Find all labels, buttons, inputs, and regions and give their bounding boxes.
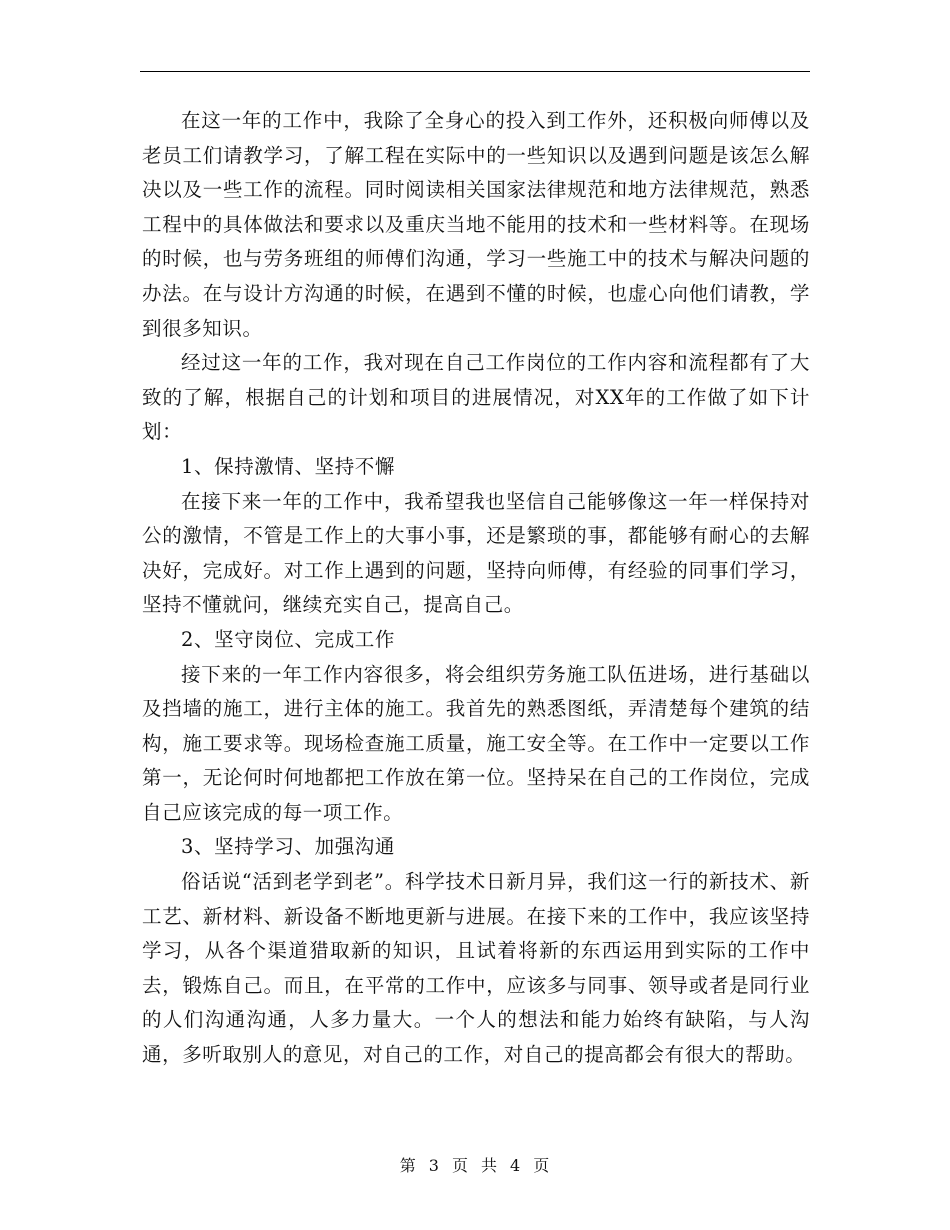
paragraph-plan-intro: 经过这一年的工作，我对现在自己工作岗位的工作内容和流程都有了大致的了解，根据自己的计划和项目的进展情况，对XX年的工作做了如下计划：: [142, 351, 810, 444]
page-footer: [0, 1153, 950, 1176]
current-page-number: 3: [428, 1156, 440, 1175]
heading-learning-communication: 3、坚持学习、加强沟通: [181, 835, 396, 859]
body-text: [142, 104, 810, 1073]
total-pages-number: 4: [510, 1156, 522, 1175]
paragraph-post: 接下来的一年工作内容很多，将会组织劳务施工队伍进场，进行基础以及挡墙的施工，进行主体的施工。我首先的熟悉图纸，弄清楚每个建筑的结构，施工要求等。现场检查施工质量，施工安全等。在工作中一定要以工作第一，无论何时何地都把工作放在第一位。坚持呆在自己的工作岗位，完成自己应该完成的每一项工作。: [142, 662, 810, 824]
paragraph-passion: 在接下来一年的工作中，我希望我也坚信自己能够像这一年一样保持对公的激情，不管是工作上的大事小事，还是繁琐的事，都能够有耐心的去解决好，完成好。对工作上遇到的问题，坚持向师傅，有经验的同事们学习，坚持不懂就问，继续充实自己，提高自己。: [142, 489, 810, 617]
heading-post: 2、坚守岗位、完成工作: [181, 627, 396, 651]
footer-total-label: 共: [481, 1156, 499, 1175]
header-rule: [140, 71, 810, 72]
paragraph-learning-communication: 俗话说“活到老学到老”。科学技术日新月异，我们这一行的新技术、新工艺、新材料、新设备不断地更新与进展。在接下来的工作中，我应该坚持学习，从各个渠道猎取新的知识，且试着将新的东西运用到实际的工作中去，锻炼自己。而且，在平常的工作中，应该多与同事、领导或者是同行业的人们沟通沟通，人多力量大。一个人的想法和能力始终有缺陷，与人沟通，多听取别人的意见，对自己的工作，对自己的提高都会有很大的帮助。: [142, 870, 810, 1067]
footer-page-label: 页: [451, 1156, 469, 1175]
paragraph-learning: 在这一年的工作中，我除了全身心的投入到工作外，还积极向师傅以及老员工们请教学习，了解工程在实际中的一些知识以及遇到问题是该怎么解决以及一些工作的流程。同时阅读相关国家法律规范和地方法律规范，熟悉工程中的具体做法和要求以及重庆当地不能用的技术和一些材料等。在现场的时候，也与劳务班组的师傅们沟通，学习一些施工中的技术与解决问题的办法。在与设计方沟通的时候，在遇到不懂的时候，也虚心向他们请教，学到很多知识。: [142, 109, 810, 340]
footer-prefix: 第: [399, 1156, 417, 1175]
footer-suffix: 页: [533, 1156, 551, 1175]
heading-passion: 1、保持激情、坚持不懈: [181, 454, 396, 478]
